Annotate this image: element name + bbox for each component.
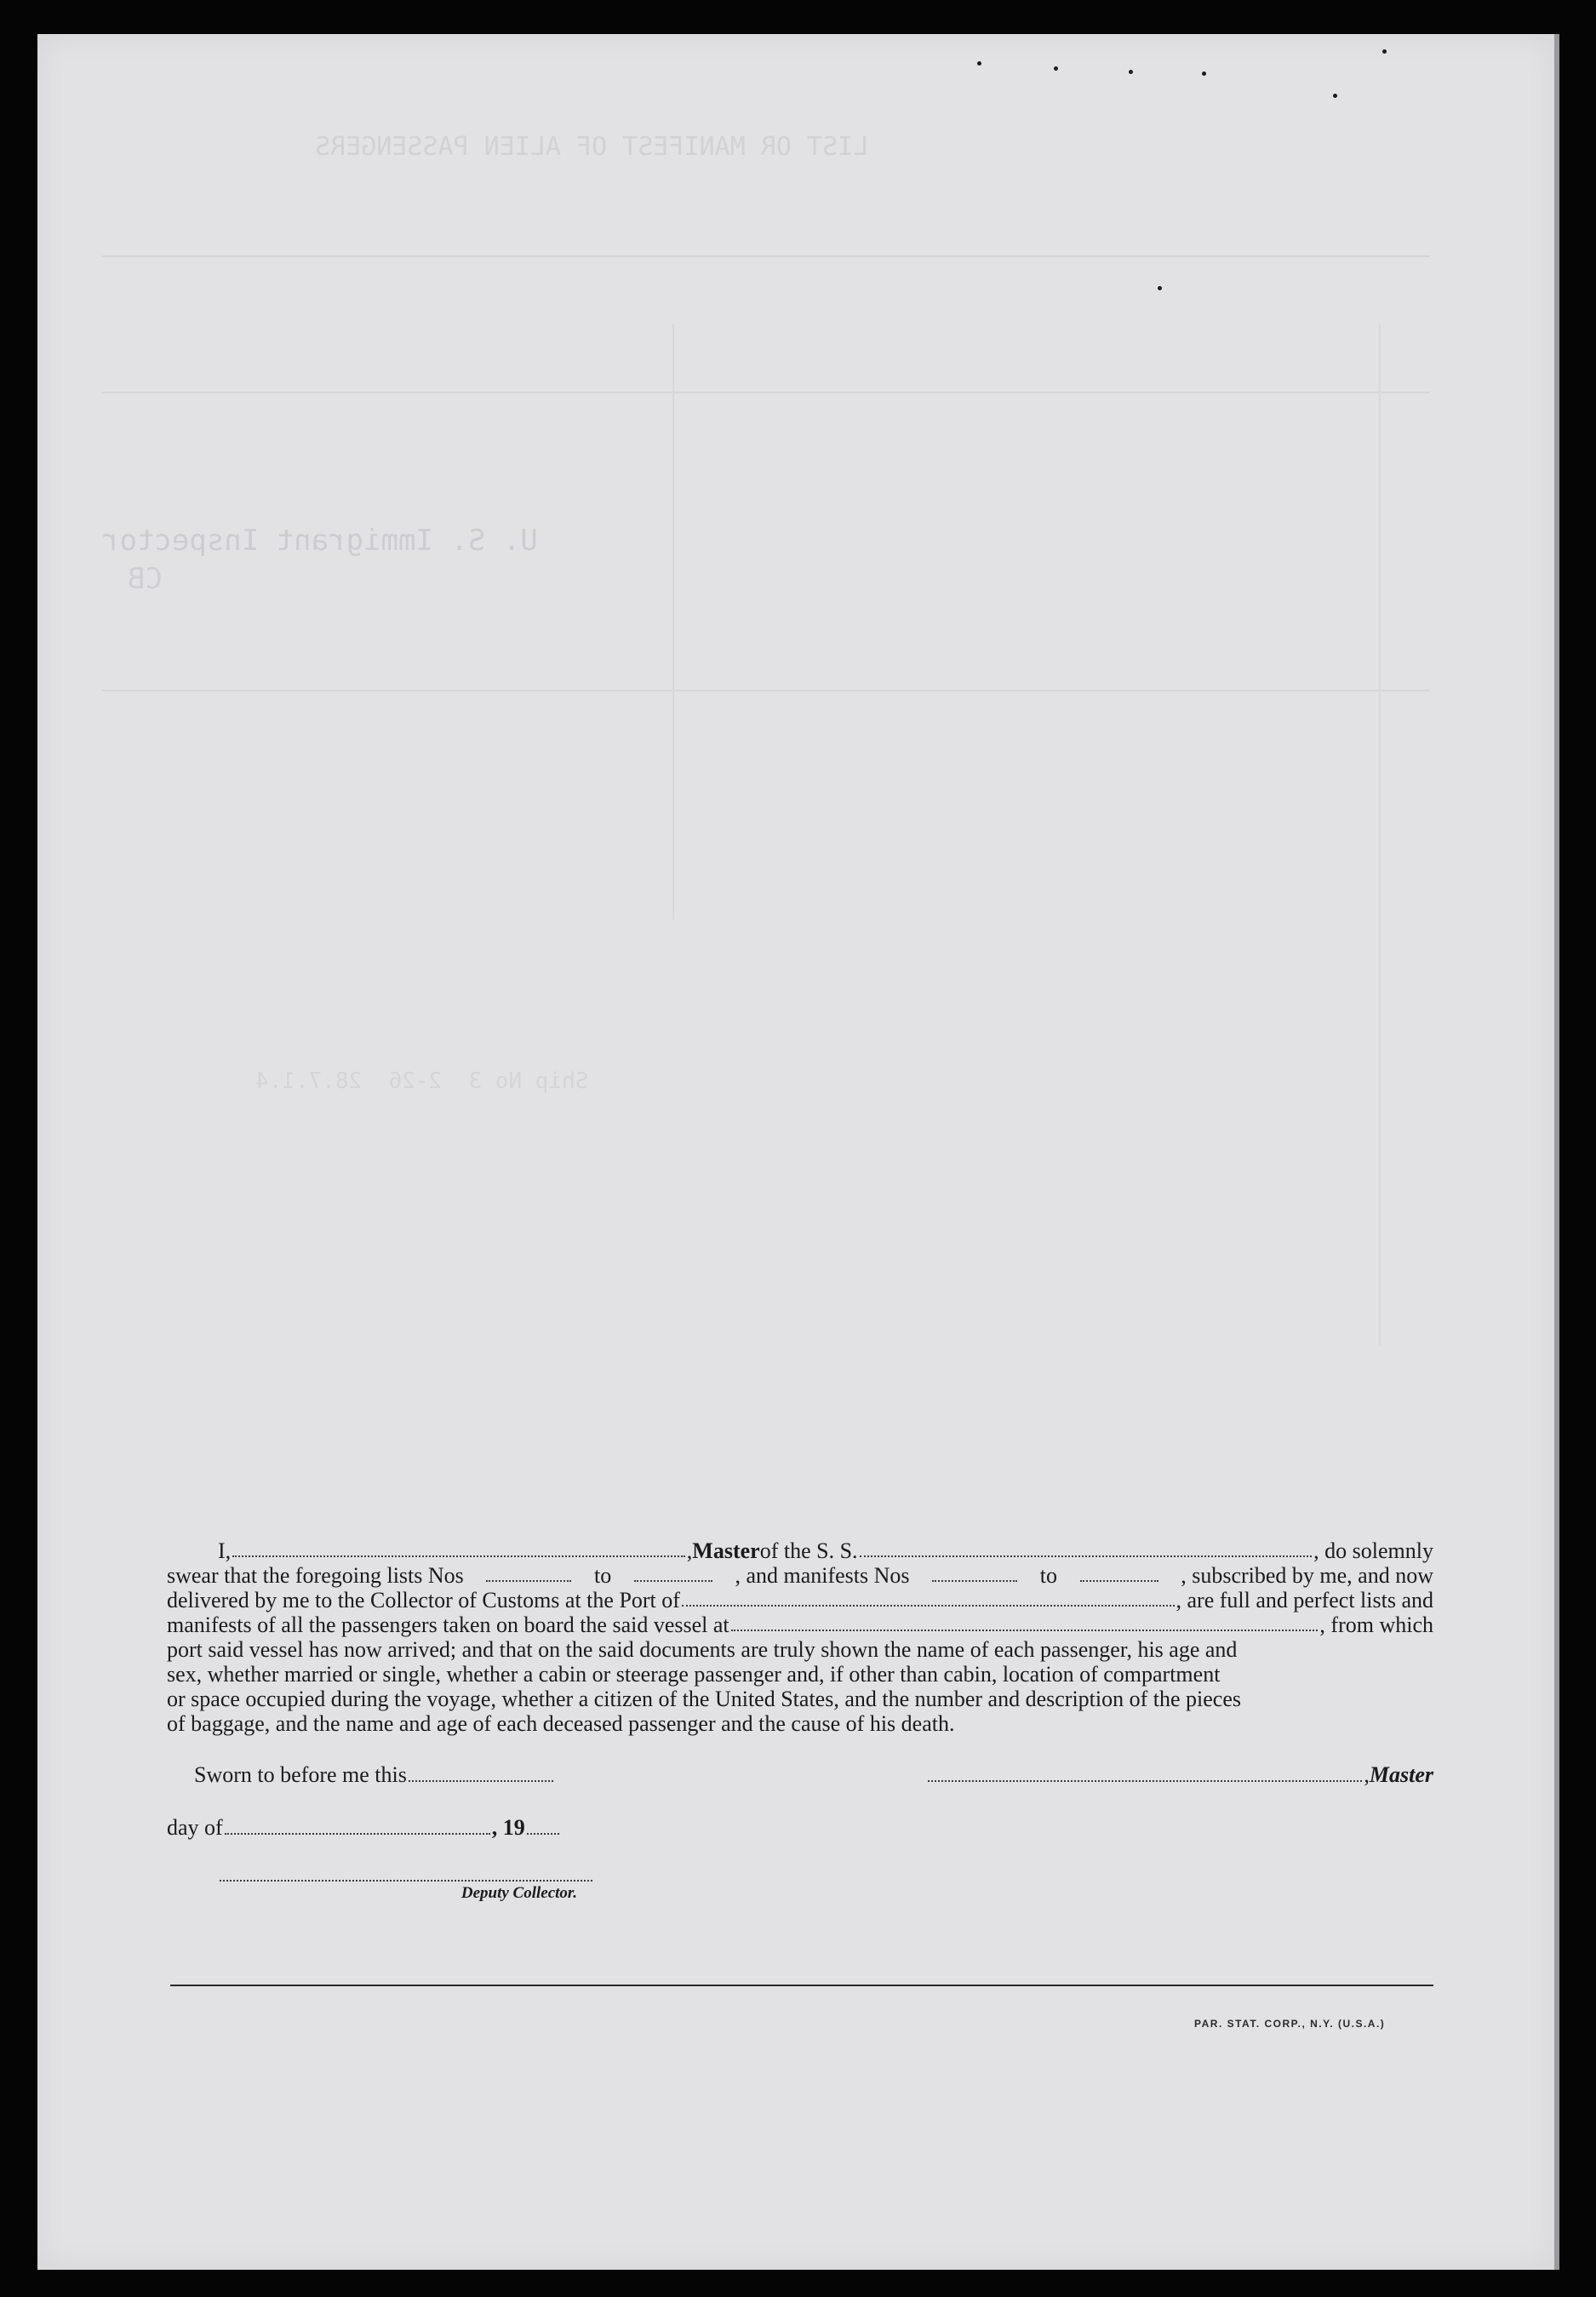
master-signature [926, 1762, 1433, 1788]
blank-list-to [634, 1563, 712, 1582]
oath-text: to [1039, 1563, 1057, 1588]
deputy-collector-signature [220, 1868, 592, 1903]
oath-text: I, [218, 1538, 232, 1563]
oath-text: manifests of all the passengers taken on board the said vessel at [167, 1612, 729, 1637]
oath-text: , [686, 1538, 693, 1563]
oath-line [167, 1687, 1433, 1711]
oath-line [167, 1588, 1433, 1612]
bleed-through-line [102, 255, 1430, 257]
oath-line [167, 1711, 1433, 1736]
oath-text: , and manifests Nos [735, 1563, 910, 1588]
blank-sworn-day [409, 1780, 553, 1782]
oath-text: , from which [1319, 1612, 1433, 1637]
bleed-through-text: CB [128, 562, 163, 596]
printer-imprint: PAR. STAT. CORP., N.Y. (U.S.A.) [1194, 2018, 1386, 2030]
oath-line [167, 1637, 1433, 1662]
oath-text: port said vessel has now arrived; and that on the said documents are truly shown the name of each passenger, his age and [167, 1637, 1238, 1662]
bleed-through-line [102, 392, 1430, 393]
scan-speck [1054, 66, 1058, 71]
scan-speck [1333, 94, 1337, 98]
blank-month [225, 1833, 490, 1835]
sworn-statement [167, 1762, 594, 1788]
blank-departure-port [731, 1612, 1319, 1631]
scan-speck [977, 61, 981, 66]
blank-vessel-name [860, 1538, 1313, 1557]
sworn-label: Sworn to before me this [194, 1762, 407, 1787]
blank-port [682, 1588, 1175, 1607]
bleed-through-line [672, 324, 674, 919]
oath-text: Master [692, 1538, 760, 1563]
blank-year [527, 1833, 559, 1835]
oath-text: , subscribed by me, and now [1181, 1563, 1433, 1588]
oath-text: , are full and perfect lists and [1176, 1588, 1433, 1612]
oath-text: or space occupied during the voyage, whether a citizen of the United States, and the number and description of the pieces [167, 1687, 1242, 1711]
oath-line [167, 1563, 1433, 1588]
master-label: Master [1369, 1762, 1433, 1787]
oath-text: to [593, 1563, 612, 1588]
blank-list-from [486, 1563, 571, 1582]
oath-text: , do solemnly [1313, 1538, 1434, 1563]
paper-sheet [37, 34, 1554, 2270]
day-label: day of [167, 1815, 223, 1840]
oath-line [167, 1612, 1433, 1637]
paper-edge [1554, 34, 1559, 2270]
bleed-through-line [102, 690, 1430, 691]
sworn-row [167, 1762, 1433, 1788]
scan-speck [1158, 286, 1162, 290]
blank-manifest-from [932, 1563, 1017, 1582]
bleed-through-text: U. S. Immigrant Inspector [102, 524, 538, 558]
oath-text: of baggage, and the name and age of each deceased passenger and the cause of his death. [167, 1711, 955, 1736]
oath-paragraph [167, 1538, 1433, 1736]
scan-speck [1129, 70, 1133, 74]
oath-text: of the S. S. [759, 1538, 858, 1563]
oath-text: delivered by me to the Collector of Customs at the Port of [167, 1588, 680, 1612]
bleed-through-line [1379, 324, 1381, 1345]
blank-deputy-signature [220, 1868, 592, 1882]
blank-master-signature [928, 1780, 1362, 1782]
footer-rule [170, 1985, 1433, 1986]
scan-speck [1202, 72, 1206, 76]
oath-line [167, 1662, 1433, 1687]
blank-master-name [232, 1538, 685, 1557]
bleed-through-text: LIST OR MANIFEST OF ALIEN PASSENGERS [315, 132, 869, 162]
oath-line [167, 1538, 1433, 1563]
master-suffix: , [1364, 1762, 1370, 1787]
oath-text: swear that the foregoing lists Nos [167, 1563, 464, 1588]
year-prefix: , 19 [491, 1815, 525, 1840]
deputy-label: Deputy Collector. [460, 1884, 577, 1902]
blank-manifest-to [1080, 1563, 1158, 1582]
bleed-through-text: Ship No 3 2-26 28.7.1.4 [255, 1068, 589, 1094]
scan-speck [1382, 49, 1387, 54]
oath-text: sex, whether married or single, whether a cabin or steerage passenger and, if other than cabin, location of compartment [167, 1662, 1221, 1687]
day-row [167, 1815, 561, 1841]
